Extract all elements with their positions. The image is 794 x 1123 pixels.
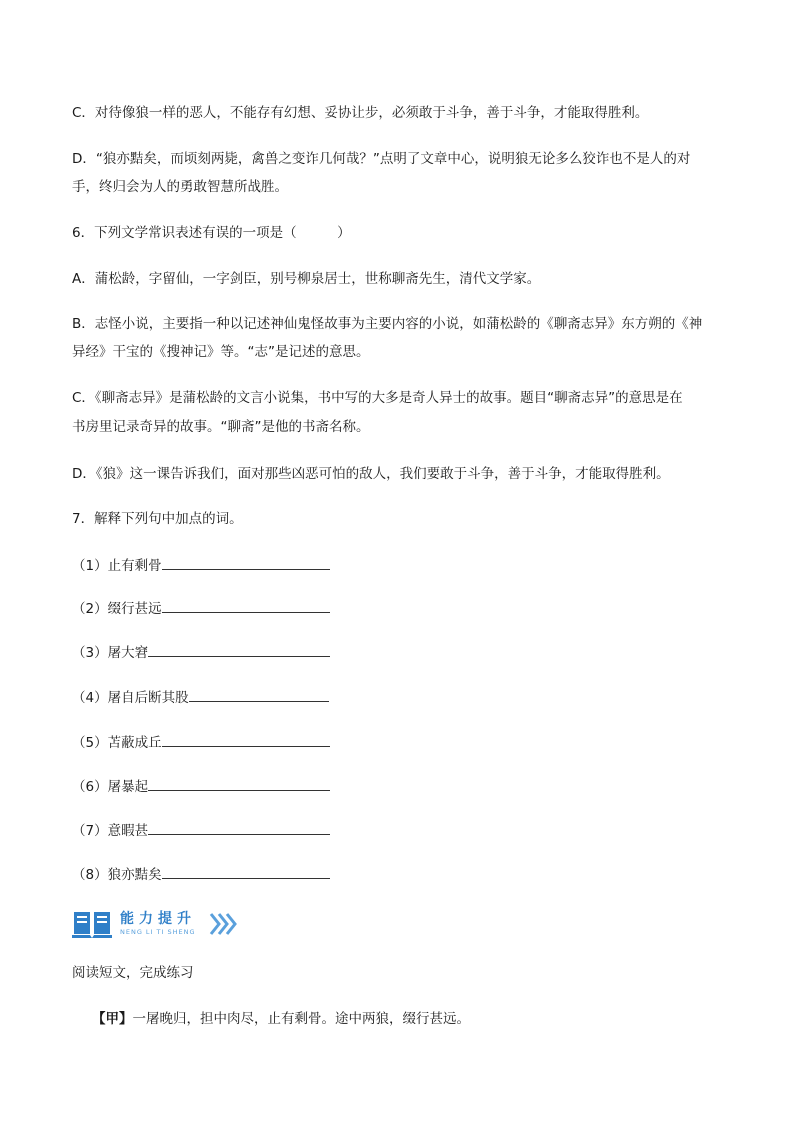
q7-item-1: （1）止有剩骨	[72, 555, 330, 575]
option-c: C．对待像狼一样的恶人，不能存有幻想、妥协让步，必须敢于斗争，善于斗争，才能取得胜利。	[72, 105, 649, 121]
question-6-option-c-line2: 书房里记录奇异的故事。“聊斋”是他的书斋名称。	[72, 419, 370, 435]
answer-blank[interactable]	[162, 598, 330, 613]
q7-item-4: （4）屠自后断其股	[72, 687, 329, 707]
q7-item-5: （5）苫蔽成丘	[72, 732, 330, 752]
q7-item-2: （2）缀行甚远	[72, 598, 330, 618]
question-6-option-b-line2: 异经》干宝的《搜神记》等。“志”是记述的意思。	[72, 344, 370, 360]
question-6-option-a: A．蒲松龄，字留仙，一字剑臣，别号柳泉居士，世称聊斋先生，清代文学家。	[72, 271, 541, 287]
passage-jia-label: 【甲】	[92, 1011, 133, 1027]
reading-instruction: 阅读短文，完成练习	[72, 965, 194, 981]
question-7-stem: 7．解释下列句中加点的词。	[72, 511, 243, 527]
answer-blank[interactable]	[162, 555, 330, 570]
question-6-option-c-line1: C．《聊斋志异》是蒲松龄的文言小说集，书中写的大多是奇人异士的故事。题目“聊斋志异”的意思是在	[72, 390, 683, 406]
question-6-option-d: D．《狼》这一课告诉我们，面对那些凶恶可怕的敌人，我们要敢于斗争，善于斗争，才能取得胜利。	[72, 466, 670, 482]
passage-jia-text: 一屠晚归，担中肉尽，止有剩骨。途中两狼，缀行甚远。	[132, 1011, 470, 1027]
answer-blank[interactable]	[162, 864, 330, 879]
option-d-line2: 手，终归会为人的勇敢智慧所战胜。	[72, 179, 288, 195]
q7-item-3: （3）屠大窘	[72, 642, 330, 662]
answer-blank[interactable]	[162, 732, 330, 747]
answer-blank[interactable]	[189, 687, 329, 702]
open-book-icon	[72, 908, 112, 940]
question-6-option-b-line1: B．志怪小说，主要指一种以记述神仙鬼怪故事为主要内容的小说，如蒲松龄的《聊斋志异》东方朔的《神	[72, 316, 703, 332]
section-subtitle: NENG LI TI SHENG	[120, 928, 196, 936]
section-title: 能力提升	[120, 911, 196, 927]
chevron-right-icon	[209, 910, 239, 938]
option-d-line1: D．“狼亦黠矣，而顷刻两毙，禽兽之变诈几何哉？”点明了文章中心，说明狼无论多么狡诈也不是人的对	[72, 151, 691, 167]
passage-jia	[92, 1010, 470, 1028]
q7-item-6: （6）屠暴起	[72, 776, 330, 796]
question-6-stem: 6．下列文学常识表述有误的一项是（ ）	[72, 225, 351, 241]
answer-blank[interactable]	[148, 642, 330, 657]
answer-blank[interactable]	[148, 776, 330, 791]
section-banner	[72, 906, 252, 942]
q7-item-7: （7）意暇甚	[72, 820, 330, 840]
answer-blank[interactable]	[148, 820, 330, 835]
q7-item-8: （8）狼亦黠矣	[72, 864, 330, 884]
